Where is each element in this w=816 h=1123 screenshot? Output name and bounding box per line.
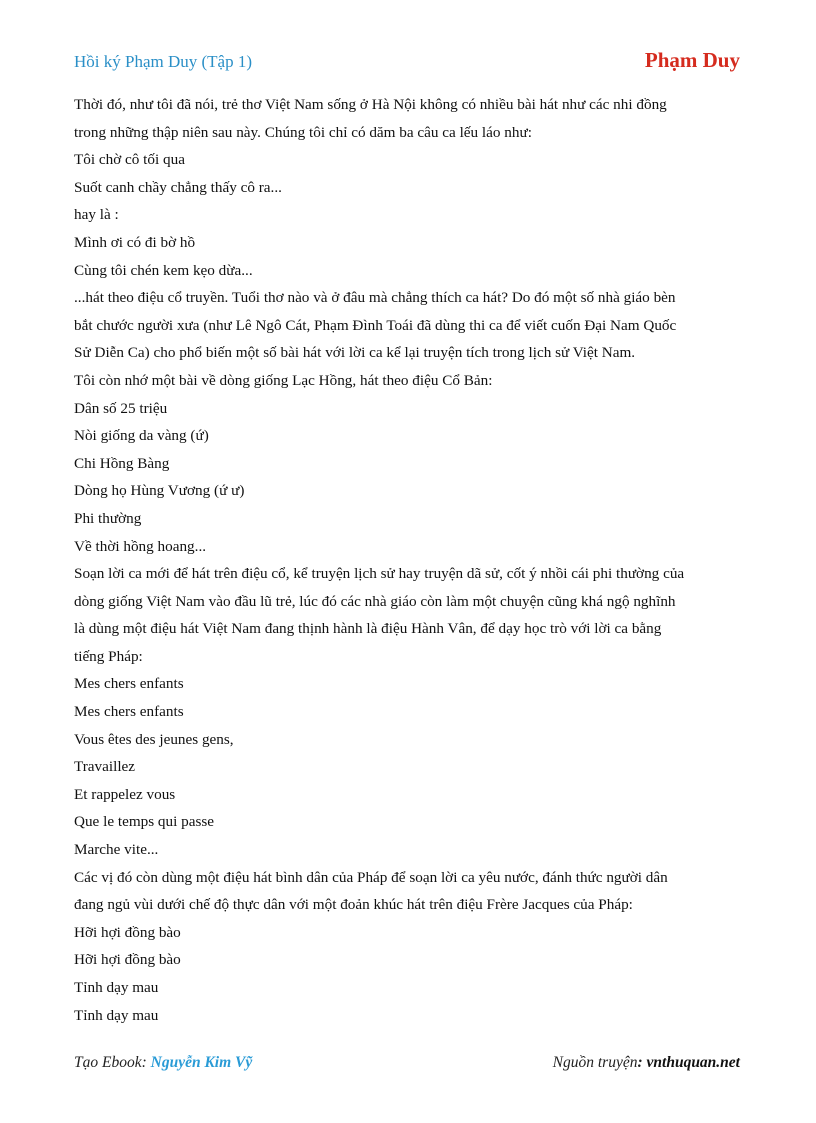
source-site-name: vnthuquan.net: [646, 1054, 740, 1071]
body-line: Travaillez: [74, 758, 136, 776]
page-footer: [74, 1054, 740, 1078]
book-title: Hồi ký Phạm Duy (Tập 1): [74, 52, 253, 71]
body-line: Mes chers enfants: [74, 703, 184, 721]
ebook-label: Tạo Ebook: [74, 1054, 142, 1071]
body-line: Soạn lời ca mới để hát trên điệu cổ, kể truyện lịch sử hay truyện dã sử, cốt ý nhồi cái phi thường của: [74, 565, 685, 583]
ebook-colon: :: [141, 1054, 151, 1071]
source-label: Nguồn truyện: [552, 1054, 638, 1071]
body-line: Phi thường: [74, 509, 142, 527]
body-line: Về thời hồng hoang...: [74, 537, 207, 555]
body-line: Nòi giống da vàng (ứ): [74, 427, 209, 445]
source-credit: [553, 1054, 740, 1072]
body-line: Tỉnh dạy mau: [74, 1006, 159, 1024]
body-line: Tỉnh dạy mau: [74, 979, 159, 996]
author-name: Phạm Duy: [644, 48, 740, 72]
body-line: Et rappelez vous: [74, 785, 176, 803]
body-line: Chi Hồng Bàng: [74, 454, 170, 472]
body-line: Các vị đó còn dùng một điệu hát bình dân của Pháp để soạn lời ca yêu nước, đánh thức người dân: [74, 868, 668, 886]
page-header: [74, 48, 740, 78]
page-body: [74, 91, 742, 1029]
body-line: Dân số 25 triệu: [74, 399, 168, 417]
body-line: Cùng tôi chén kem kẹo dừa...: [74, 261, 253, 279]
body-line: bắt chước người xưa (như Lê Ngô Cát, Phạm Đình Toái đã dùng thi ca để viết cuốn Đại Nam Quốc: [74, 316, 677, 334]
body-line: Vous êtes des jeunes gens,: [74, 730, 234, 748]
body-line: Que le temps qui passe: [74, 813, 215, 831]
body-line: Hỡi hợi đồng bào: [74, 923, 181, 941]
body-line: Thời đó, như tôi đã nói, trẻ thơ Việt Nam sống ở Hà Nội không có nhiều bài hát như các nhi đồng: [74, 96, 667, 113]
body-line: Tôi chờ cô tối qua: [74, 151, 185, 169]
body-line: trong những thập niên sau này. Chúng tôi chỉ có dăm ba câu ca lếu láo như:: [74, 123, 532, 141]
body-line: Marche vite...: [74, 841, 159, 859]
body-line: Dòng họ Hùng Vương (ứ ư): [74, 482, 245, 500]
body-line: ...hát theo điệu cổ truyền. Tuổi thơ nào và ở đâu mà chẳng thích ca hát? Do đó một số nhà giáo bèn: [74, 289, 676, 307]
body-line: Suốt canh chầy chẳng thấy cô ra...: [74, 178, 282, 196]
body-line: tiếng Pháp:: [74, 647, 143, 665]
body-line: hay là :: [74, 206, 119, 224]
ebook-credit: [74, 1054, 252, 1072]
body-line: Tôi còn nhớ một bài về dòng giống Lạc Hồng, hát theo điệu Cổ Bản:: [74, 371, 493, 389]
body-line: Mes chers enfants: [74, 675, 184, 693]
source-colon: :: [637, 1054, 647, 1071]
body-line: Mình ơi có đi bờ hồ: [74, 233, 196, 251]
ebook-creator-name: Nguyễn Kim Vỹ: [150, 1054, 253, 1071]
body-line: Hỡi hợi đồng bào: [74, 951, 181, 969]
body-line: đang ngủ vùi dưới chế độ thực dân với một đoản khúc hát trên điệu Frère Jacques của Pháp:: [74, 896, 633, 914]
body-line: dòng giống Việt Nam vào đầu lũ trẻ, lúc đó các nhà giáo còn làm một chuyện cũng khá ngộ nghĩnh: [74, 592, 676, 610]
body-line: Sử Diễn Ca) cho phổ biến một số bài hát với lời ca kể lại truyện tích trong lịch sử Việt Nam.: [74, 344, 636, 362]
body-line: là dùng một điệu hát Việt Nam đang thịnh hành là điệu Hành Vân, để dạy học trò với lời ca bằng: [74, 620, 662, 638]
